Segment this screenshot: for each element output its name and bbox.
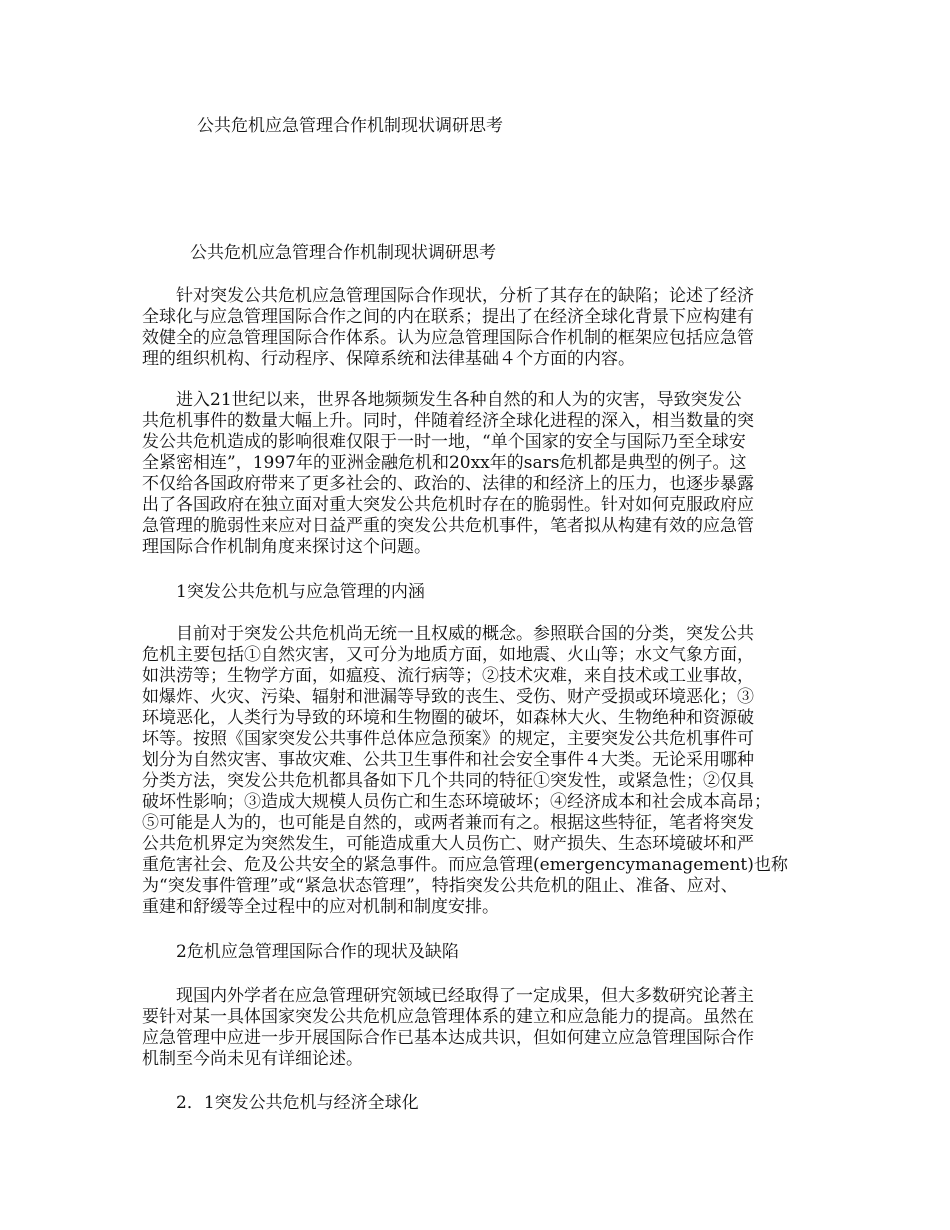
paragraph-3-line-2: 危机主要包括①自然灾害，又可分为地质方面，如地震、火山等；水文气象方面， — [142, 645, 754, 665]
paragraph-2-line-7: 急管理的脆弱性来应对日益严重的突发公共危机事件，笔者拟从构建有效的应急管 — [142, 516, 754, 536]
paragraph-2-line-2: 共危机事件的数量大幅上升。同时，伴随着经济全球化进程的深入，相当数量的突 — [142, 411, 754, 431]
paragraph-2-line-3: 发公共危机造成的影响很难仅限于一时一地，“单个国家的安全与国际乃至全球安 — [142, 432, 746, 452]
paragraph-3-line-7: 划分为自然灾害、事故灾难、公共卫生事件和社会安全事件４大类。无论采用哪种 — [142, 750, 754, 770]
paragraph-4-line-2: 要针对某一具体国家突发公共危机应急管理体系的建立和应急能力的提高。虽然在 — [142, 1007, 754, 1027]
paragraph-3-line-10: ⑤可能是人为的，也可能是自然的，或两者兼而有之。根据这些特征，笔者将突发 — [142, 813, 754, 833]
paragraph-1-line-4: 理的组织机构、行动程序、保障系统和法律基础４个方面的内容。 — [142, 349, 635, 369]
paragraph-1-line-2: 全球化与应急管理国际合作之间的内在联系；提出了在经济全球化背景下应构建有 — [142, 307, 754, 327]
paragraph-3-line-9: 破坏性影响；③造成大规模人员伤亡和生态环境破坏；④经济成本和社会成本高昂； — [142, 792, 771, 812]
paragraph-3-line-6: 坏等。按照《国家突发公共事件总体应急预案》的规定，主要突发公共危机事件可 — [142, 729, 754, 749]
paragraph-1-line-1: 针对突发公共危机应急管理国际合作现状，分析了其存在的缺陷；论述了经济 — [176, 286, 754, 306]
paragraph-3-line-11: 公共危机界定为突然发生，可能造成重大人员伤亡、财产损失、生态环境破坏和严 — [142, 834, 754, 854]
paragraph-4-line-3: 应急管理中应进一步开展国际合作已基本达成共识，但如何建立应急管理国际合作 — [142, 1028, 754, 1048]
section-heading-3: 2．1突发公共危机与经济全球化 — [176, 1093, 419, 1113]
paragraph-3-line-8: 分类方法，突发公共危机都具备如下几个共同的特征①突发性，或紧急性；②仅具 — [142, 771, 754, 791]
paragraph-3-line-4: 如爆炸、火灾、污染、辐射和泄漏等导致的丧生、受伤、财产受损或环境恶化；③ — [142, 687, 754, 707]
paragraph-3-line-13: 为“突发事件管理”或“紧急状态管理”，特指突发公共危机的阻止、准备、应对、 — [142, 876, 738, 896]
document-title: 公共危机应急管理合作机制现状调研思考 — [190, 243, 496, 263]
paragraph-2-line-5: 不仅给各国政府带来了更多社会的、政治的、法律的和经济上的压力，也逐步暴露 — [142, 474, 754, 494]
paragraph-4-line-4: 机制至今尚未见有详细论述。 — [142, 1049, 363, 1069]
paragraph-3-line-5: 环境恶化，人类行为导致的环境和生物圈的破坏，如森林大火、生物绝种和资源破 — [142, 708, 754, 728]
section-heading-1: 1突发公共危机与应急管理的内涵 — [176, 582, 425, 602]
paragraph-1-line-3: 效健全的应急管理国际合作体系。认为应急管理国际合作机制的框架应包括应急管 — [142, 328, 754, 348]
paragraph-3-line-1: 目前对于突发公共危机尚无统一且权威的概念。参照联合国的分类，突发公共 — [176, 624, 754, 644]
header-title: 公共危机应急管理合作机制现状调研思考 — [197, 116, 503, 136]
paragraph-2-line-6: 出了各国政府在独立面对重大突发公共危机时存在的脆弱性。针对如何克服政府应 — [142, 495, 754, 515]
paragraph-3-line-3: 如洪涝等；生物学方面，如瘟疫、流行病等；②技术灾难，来自技术或工业事故， — [142, 666, 754, 686]
paragraph-3-line-12: 重危害社会、危及公共安全的紧急事件。而应急管理(emergencymanagement)也称 — [142, 855, 788, 875]
paragraph-4-line-1: 现国内外学者在应急管理研究领域已经取得了一定成果，但大多数研究论著主 — [176, 986, 754, 1006]
section-heading-2: 2危机应急管理国际合作的现状及缺陷 — [176, 942, 459, 962]
paragraph-2-line-1: 进入21世纪以来，世界各地频频发生各种自然的和人为的灾害，导致突发公 — [176, 390, 742, 410]
paragraph-2-line-4: 全紧密相连”，1997年的亚洲金融危机和20xx年的sars危机都是典型的例子。这 — [142, 453, 747, 473]
paragraph-2-line-8: 理国际合作机制角度来探讨这个问题。 — [142, 537, 431, 557]
paragraph-3-line-14: 重建和舒缓等全过程中的应对机制和制度安排。 — [142, 897, 499, 917]
